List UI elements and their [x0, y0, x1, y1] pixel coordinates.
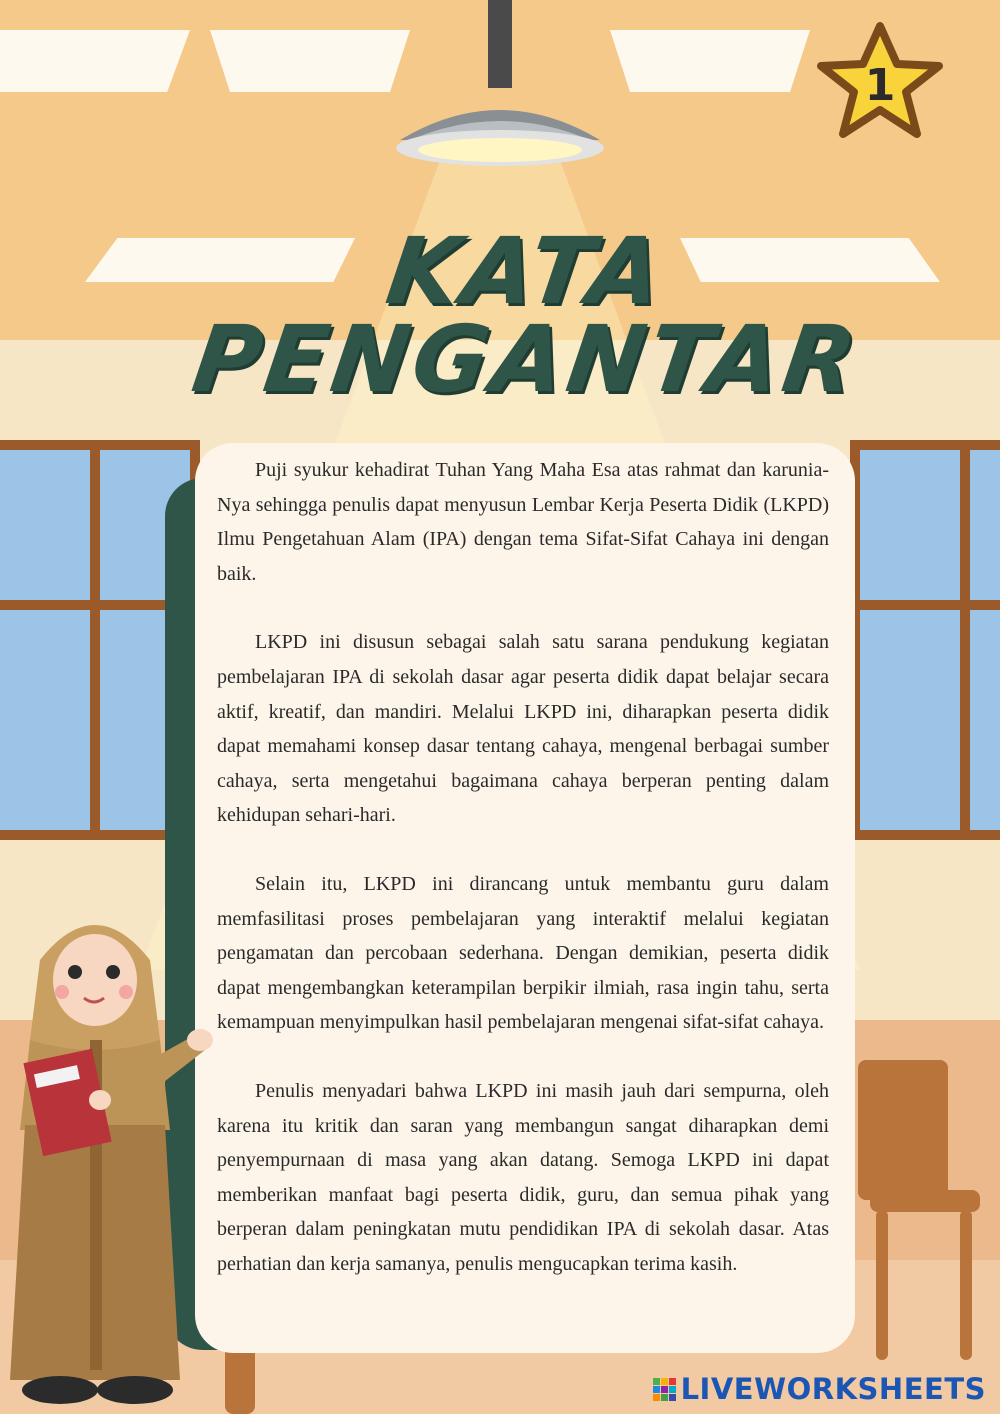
- paragraph-1: Puji syukur kehadirat Tuhan Yang Maha Esa atas rahmat dan karunia-Nya sehingga penulis dapat menyusun Lembar Kerja Peserta Didik (LKPD) Ilmu Pengetahuan Alam (IPA) dengan tema Sifat-Sifat Cahaya ini dengan baik.: [217, 459, 829, 585]
- chair: [870, 1190, 980, 1212]
- page-title: [186, 218, 867, 413]
- ceiling-lamp-icon: [370, 0, 630, 190]
- chair: [876, 1210, 888, 1360]
- paragraph-4: Penulis menyadari bahwa LKPD ini masih jauh dari sempurna, oleh karena itu kritik dan saran yang membangun sangat diharapkan demi penyempurnaan di masa yang akan datang. Semoga LKPD ini dapat memberikan manfaat bagi peserta didik, guru, dan semua pihak yang berperan dalam peningkatan mutu pendidikan IPA di sekolah dasar. Atas perhatian dan kerja samanya, penulis mengucapkan terima kasih.: [217, 1079, 829, 1275]
- paragraph-2: LKPD ini disusun sebagai salah satu sarana pendukung kegiatan pembelajaran IPA di sekolah dasar agar peserta didik dapat belajar secara aktif, kreatif, dan mandiri. Melalui LKPD ini, diharapkan peserta didik dapat memahami konsep dasar tentang cahaya, mengenal berbagai sumber cahaya, serta mengetahui bagaimana cahaya berperan penting dalam kehidupan sehari-hari.: [217, 631, 829, 827]
- ceiling-light-panel: [0, 30, 190, 92]
- liveworksheets-brand: LIVEWORKSHEETS: [680, 1372, 986, 1406]
- text-card: [195, 443, 855, 1353]
- page-number: 1: [864, 60, 896, 111]
- title-line-2: PENGANTAR: [186, 306, 867, 413]
- liveworksheets-logo: [653, 1372, 986, 1406]
- chair: [960, 1210, 972, 1360]
- teacher-illustration: [0, 900, 220, 1414]
- liveworksheets-logo-icon: [653, 1378, 677, 1402]
- paragraph-3: Selain itu, LKPD ini dirancang untuk membantu guru dalam memfasilitasi proses pembelajaran yang interaktif melalui kegiatan pengamatan dan percobaan sederhana. Dengan demikian, peserta didik dapat mengembangkan keterampilan berpikir ilmiah, rasa ingin tahu, serta kemampuan menyimpulkan hasil pembelajaran mengenai sifat-sifat cahaya.: [217, 872, 829, 1034]
- title-line-1: KATA: [380, 218, 673, 325]
- page-number-star-icon: [815, 20, 945, 150]
- ceiling-light-panel: [610, 30, 810, 92]
- chair: [858, 1060, 948, 1200]
